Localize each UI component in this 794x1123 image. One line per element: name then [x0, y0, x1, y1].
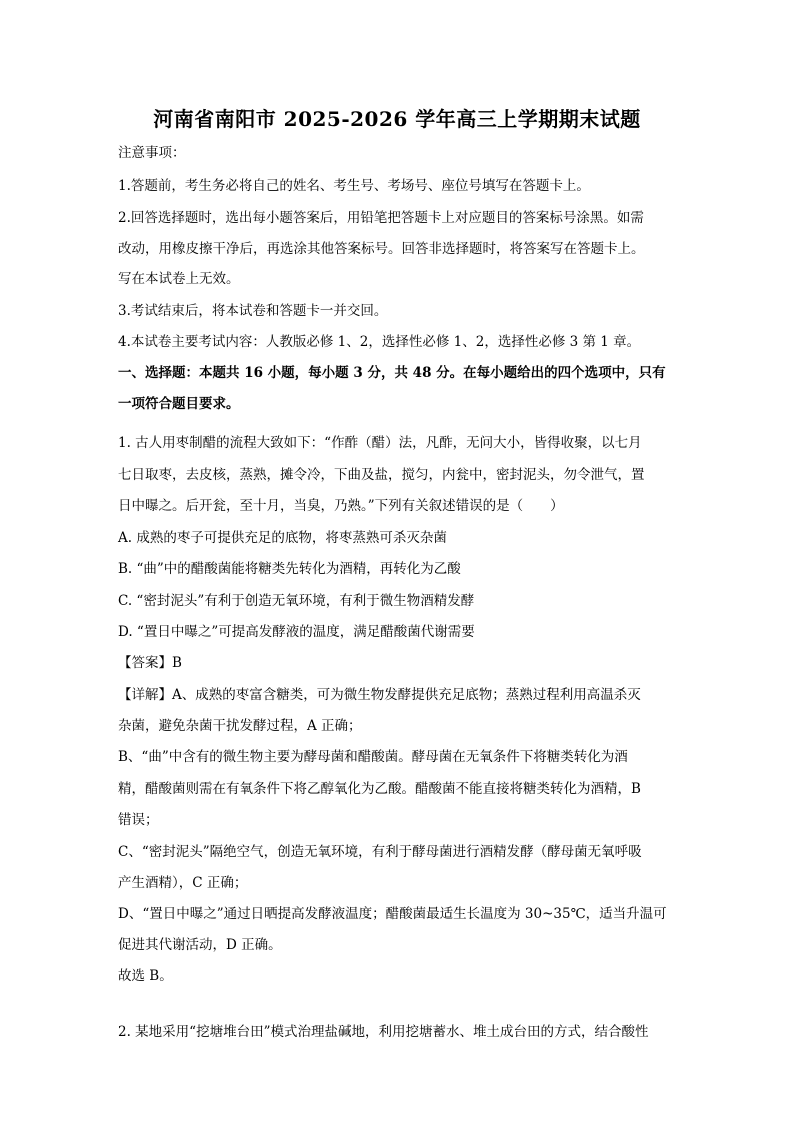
notice-item: 改动，用橡皮擦干净后，再选涂其他答案标号。回答非选择题时，将答案写在答题卡上。 [118, 241, 645, 257]
explanation-line: 促进其代谢活动，D 正确。 [118, 937, 282, 953]
question-1-option-d: D. “置日中曝之”可提高发酵液的温度，满足醋酸菌代谢需要 [118, 624, 475, 640]
explanation-line: 错误； [118, 812, 159, 828]
question-1-stem: 1. 古人用枣制醋的流程大致如下：“作酢（醋）法，凡酢，无问大小，皆得收聚，以七月 [118, 435, 642, 451]
question-2-stem: 2. 某地采用“挖塘堆台田”模式治理盐碱地，利用挖塘蓄水、堆土成台田的方式，结合酸性 [118, 1024, 649, 1040]
question-1-option-c: C. “密封泥头”有利于创造无氧环境，有利于微生物酒精发酵 [118, 593, 475, 609]
question-1-option-b: B. “曲”中的醋酸菌能将糖类先转化为酒精，再转化为乙酸 [118, 561, 461, 577]
explanation-line: D、“置日中曝之”通过日晒提高发酵液温度；醋酸菌最适生长温度为 30~35℃，适当升温可 [118, 906, 667, 922]
notice-item: 2.回答选择题时，选出每小题答案后，用铅笔把答题卡上对应题目的答案标号涂黑。如需 [118, 210, 644, 226]
section-heading: 一、选择题：本题共 16 小题，每小题 3 分，共 48 分。在每小题给出的四个选项中，只有 [118, 365, 666, 381]
notice-item: 4.本试卷主要考试内容：人教版必修 1、2，选择性必修 1、2，选择性必修 3 第 1 章。 [118, 334, 641, 350]
question-1-stem: 七日取枣，去皮核，蒸熟，摊令冷，下曲及盐，搅匀，内瓮中，密封泥头，勿令泄气，置 [118, 467, 645, 483]
explanation-line: C、“密封泥头”隔绝空气，创造无氧环境，有利于酵母菌进行酒精发酵（酵母菌无氧呼吸 [118, 844, 642, 860]
explanation-conclusion: 故选 B。 [118, 968, 173, 984]
explanation-line: B、“曲”中含有的微生物主要为酵母菌和醋酸菌。酵母菌在无氧条件下将糖类转化为酒 [118, 749, 628, 765]
explanation-line: 产生酒精），C 正确； [118, 875, 248, 891]
notice-item: 1.答题前，考生务必将自己的姓名、考生号、考场号、座位号填写在答题卡上。 [118, 178, 590, 194]
question-1-answer: 【答案】B [118, 655, 182, 671]
question-1-stem: 日中曝之。后开瓮，至十月，当臭，乃熟。”下列有关叙述错误的是（ ） [118, 498, 564, 514]
notice-item: 3.考试结束后，将本试卷和答题卡一并交回。 [118, 303, 388, 319]
notice-heading: 注意事项： [118, 145, 186, 161]
question-1-option-a: A. 成熟的枣子可提供充足的底物，将枣蒸熟可杀灭杂菌 [118, 530, 447, 546]
section-heading-cont: 一项符合题目要求。 [118, 396, 240, 412]
page-title: 河南省南阳市 2025-2026 学年高三上学期期末试题 [153, 107, 641, 131]
explanation-line: 杂菌，避免杂菌干扰发酵过程，A 正确； [118, 718, 362, 734]
explanation-line: 精，醋酸菌则需在有氧条件下将乙醇氧化为乙酸。醋酸菌不能直接将糖类转化为酒精，B [118, 781, 641, 797]
notice-item: 写在本试卷上无效。 [118, 271, 240, 287]
explanation-line: 【详解】A、成熟的枣富含糖类，可为微生物发酵提供充足底物；蒸熟过程利用高温杀灭 [118, 687, 641, 703]
